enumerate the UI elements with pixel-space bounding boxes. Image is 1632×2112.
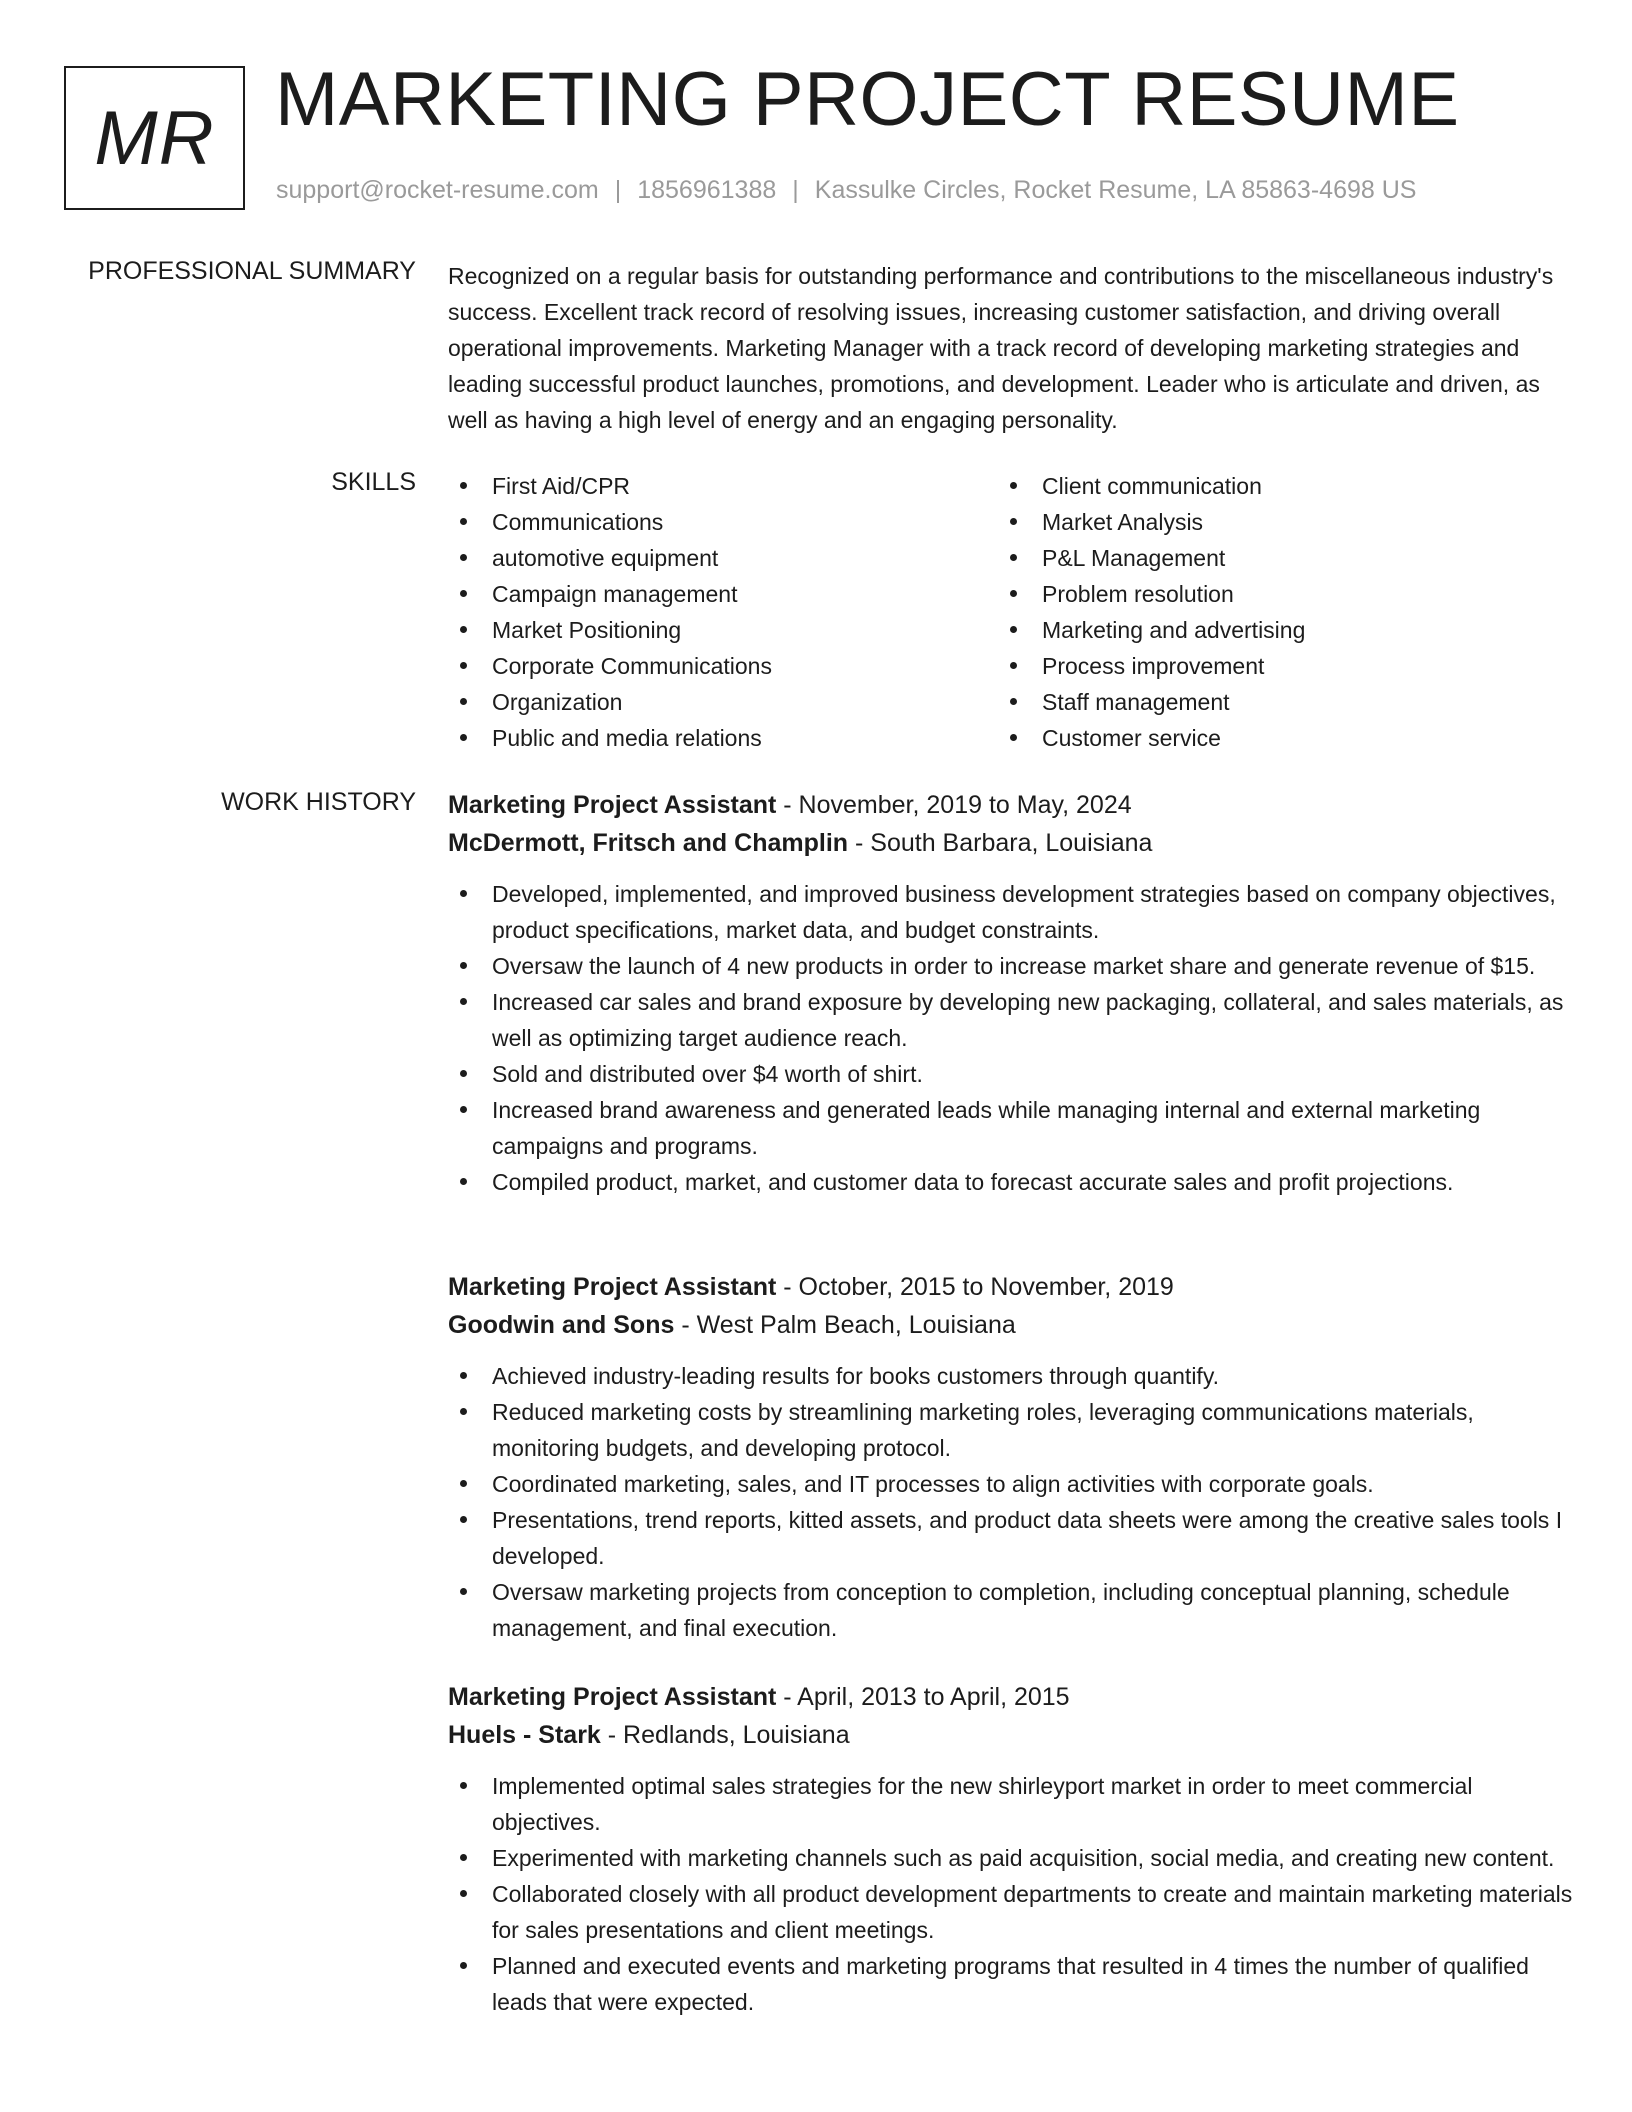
skill-item: Corporate Communications: [448, 648, 998, 684]
skill-item: Problem resolution: [998, 576, 1548, 612]
job-bullets: [448, 1358, 1573, 1646]
work-history-label: WORK HISTORY: [221, 788, 416, 816]
skill-item: Process improvement: [998, 648, 1548, 684]
skill-item: Campaign management: [448, 576, 998, 612]
job-company: McDermott, Fritsch and Champlin: [448, 829, 849, 857]
job-bullet: Reduced marketing costs by streamlining marketing roles, leveraging communications materials, monitoring budgets, and developing protocol.: [448, 1394, 1573, 1466]
contact-line: [276, 176, 1416, 205]
job-entry: [448, 786, 1573, 1200]
job-title-line: [448, 786, 1573, 824]
skill-item: Communications: [448, 504, 998, 540]
job-bullet: Sold and distributed over $4 worth of shirt.: [448, 1056, 1573, 1092]
job-bullet: Presentations, trend reports, kitted assets, and product data sheets were among the creative sales tools I developed.: [448, 1502, 1573, 1574]
job-company: Huels - Stark: [448, 1721, 601, 1749]
contact-email: support@rocket-resume.com: [276, 176, 599, 204]
skill-item: automotive equipment: [448, 540, 998, 576]
job-bullets: [448, 876, 1573, 1200]
job-bullet: Oversaw the launch of 4 new products in order to increase market share and generate revenue of $15.: [448, 948, 1573, 984]
job-title-line: [448, 1268, 1573, 1306]
job-dates: - October, 2015 to November, 2019: [776, 1273, 1174, 1301]
skill-item: Organization: [448, 684, 998, 720]
skill-item: Marketing and advertising: [998, 612, 1548, 648]
monogram-logo: MR: [64, 66, 245, 210]
job-company-line: [448, 1716, 1573, 1754]
contact-phone: 1856961388: [637, 176, 777, 204]
job-location: - South Barbara, Louisiana: [848, 829, 1153, 857]
skill-item: Customer service: [998, 720, 1548, 756]
job-dates: - November, 2019 to May, 2024: [776, 791, 1132, 819]
skill-item: First Aid/CPR: [448, 468, 998, 504]
job-bullet: Planned and executed events and marketing programs that resulted in 4 times the number of qualified leads that were expected.: [448, 1948, 1573, 2020]
job-location: - West Palm Beach, Louisiana: [674, 1311, 1016, 1339]
job-bullet: Achieved industry-leading results for books customers through quantify.: [448, 1358, 1573, 1394]
job-bullet: Increased car sales and brand exposure by developing new packaging, collateral, and sales materials, as well as optimizing target audience reach.: [448, 984, 1573, 1056]
job-bullet: Implemented optimal sales strategies for the new shirleyport market in order to meet commercial objectives.: [448, 1768, 1573, 1840]
job-entry: [448, 1268, 1573, 1646]
job-title-line: [448, 1678, 1573, 1716]
contact-separator: |: [614, 176, 622, 204]
job-bullet: Oversaw marketing projects from conception to completion, including conceptual planning, schedule management, and final execution.: [448, 1574, 1573, 1646]
skill-item: Staff management: [998, 684, 1548, 720]
job-title: Marketing Project Assistant: [448, 791, 777, 819]
job-bullet: Experimented with marketing channels such as paid acquisition, social media, and creating new content.: [448, 1840, 1573, 1876]
skill-item: Client communication: [998, 468, 1548, 504]
skill-item: P&L Management: [998, 540, 1548, 576]
job-title: Marketing Project Assistant: [448, 1273, 777, 1301]
summary-label: PROFESSIONAL SUMMARY: [88, 257, 416, 285]
page-title: MARKETING PROJECT RESUME: [275, 57, 1460, 142]
job-bullet: Increased brand awareness and generated leads while managing internal and external marketing campaigns and programs.: [448, 1092, 1573, 1164]
job-entry: [448, 1678, 1573, 2020]
job-company: Goodwin and Sons: [448, 1311, 675, 1339]
job-company-line: [448, 1306, 1573, 1344]
job-bullet: Coordinated marketing, sales, and IT processes to align activities with corporate goals.: [448, 1466, 1573, 1502]
skill-item: Market Analysis: [998, 504, 1548, 540]
job-bullet: Collaborated closely with all product development departments to create and maintain marketing materials for sales presentations and client meetings.: [448, 1876, 1573, 1948]
job-bullet: Developed, implemented, and improved business development strategies based on company objectives, product specifications, market data, and budget constraints.: [448, 876, 1573, 948]
job-title: Marketing Project Assistant: [448, 1683, 777, 1711]
contact-address: Kassulke Circles, Rocket Resume, LA 85863-4698 US: [814, 176, 1417, 204]
summary-text: Recognized on a regular basis for outstanding performance and contributions to the miscellaneous industry's success. Excellent track record of resolving issues, increasing customer satisfaction, and driving overall operational improvements. Marketing Manager with a track record of developing marketing strategies and leading successful product launches, promotions, and development. Leader who is articulate and driven, as well as having a high level of energy and an engaging personality.: [448, 263, 1554, 433]
skills-section: [448, 468, 1573, 756]
job-bullets: [448, 1768, 1573, 2020]
skills-list-left: [448, 468, 998, 756]
skill-item: Market Positioning: [448, 612, 998, 648]
job-location: - Redlands, Louisiana: [600, 1721, 850, 1749]
job-bullet: Compiled product, market, and customer data to forecast accurate sales and profit projections.: [448, 1164, 1573, 1200]
job-company-line: [448, 824, 1573, 862]
skill-item: Public and media relations: [448, 720, 998, 756]
skills-list-right: [998, 468, 1548, 756]
skills-label: SKILLS: [331, 468, 416, 496]
contact-separator: |: [792, 176, 799, 204]
job-dates: - April, 2013 to April, 2015: [776, 1683, 1070, 1711]
